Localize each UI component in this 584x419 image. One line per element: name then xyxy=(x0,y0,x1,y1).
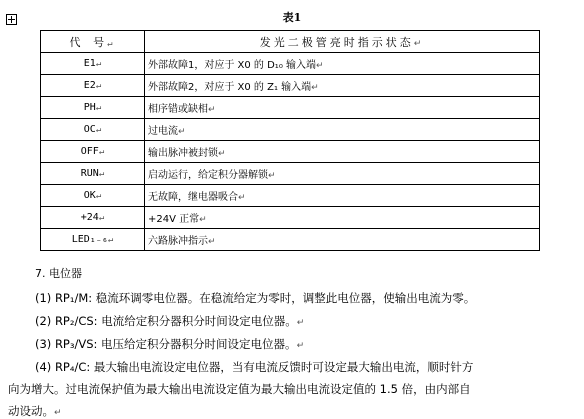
paragraph-rp3: (3) RP₃/VS: 电压给定积分器积分时间设定电位器。↵ xyxy=(35,337,305,351)
row-desc: 过电流↵ xyxy=(145,119,540,141)
table-row xyxy=(41,97,540,119)
table-row xyxy=(41,207,540,229)
table-header-row xyxy=(41,31,540,53)
row-desc: 外部故障2，对应于 X0 的 Z₁ 输入端↵ xyxy=(145,75,540,97)
row-desc: 启动运行，给定积分器解锁↵ xyxy=(145,163,540,185)
paragraph-rp4-line2: 向为增大。过电流保护值为最大输出电流设定值为最大输出电流设定值的 1.5 倍，由内部自 xyxy=(8,382,471,396)
row-code: OFF↵ xyxy=(41,141,145,163)
table-row xyxy=(41,119,540,141)
table-row xyxy=(41,163,540,185)
paragraph-rp4-line3: 动设动。↵ xyxy=(8,404,62,418)
row-code: LED₁₋₆↵ xyxy=(41,229,145,251)
table-row xyxy=(41,185,540,207)
row-desc: 无故障，继电器吸合↵ xyxy=(145,185,540,207)
table-row xyxy=(41,229,540,251)
row-code: OC↵ xyxy=(41,119,145,141)
table-row xyxy=(41,75,540,97)
row-desc: 六路脉冲指示↵ xyxy=(145,229,540,251)
paragraph-rp4-line1: (4) RP₄/C: 最大输出电流设定电位器，当有电流反馈时可设定最大输出电流，顺时针方 xyxy=(35,360,474,374)
row-desc: +24V 正常↵ xyxy=(145,207,540,229)
section-title: 7. 电位器 xyxy=(35,267,82,280)
row-code: PH↵ xyxy=(41,97,145,119)
row-desc: 外部故障1，对应于 X0 的 D₁₀ 输入端↵ xyxy=(145,53,540,75)
row-code: E2↵ xyxy=(41,75,145,97)
row-code: E1↵ xyxy=(41,53,145,75)
row-code: RUN↵ xyxy=(41,163,145,185)
table-row xyxy=(41,53,540,75)
indicator-table xyxy=(40,30,540,251)
header-desc: 发光二极管亮时指示状态↵ xyxy=(145,31,540,53)
header-code: 代 号↵ xyxy=(41,31,145,53)
table-row xyxy=(41,141,540,163)
row-code: +24↵ xyxy=(41,207,145,229)
paragraph-rp2: (2) RP₂/CS: 电流给定积分器积分时间设定电位器。↵ xyxy=(35,314,305,328)
paragraph-rp1: (1) RP₁/M: 稳流环调零电位器。在稳流给定为零时，调整此电位器，使输出电流为零。 xyxy=(35,291,476,305)
row-desc: 相序错或缺相↵ xyxy=(145,97,540,119)
table-caption: 表1 xyxy=(282,11,302,24)
row-desc: 输出脉冲被封锁↵ xyxy=(145,141,540,163)
row-code: OK↵ xyxy=(41,185,145,207)
